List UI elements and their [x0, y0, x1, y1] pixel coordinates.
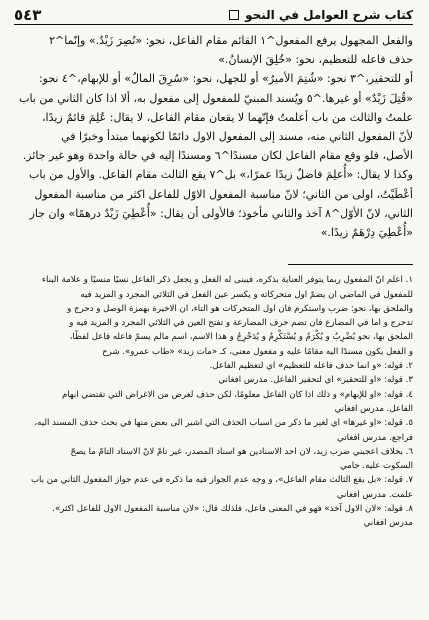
main-text-line: حذف فاعله للتعظيم، نحو: «خُلِقَ الإنسانُ.» — [218, 53, 413, 67]
main-text-line: وكذا لا يقال: «أُعلِمَ فاضلٌ زيدًا عمرًا،» بل^٧ يقع الثالث مقام الفاعل. والأول من باب — [29, 168, 413, 182]
main-text-line: الثاني، لانّ الأوّل^٨ آخذ والثاني مأخوذ؛ فالأولى أن يقال: «أُعْطِيَ زَيْدٌ درهمًا» وان جاز — [29, 206, 413, 220]
main-text-line: «أُعْطِيَ دِرْهَمٌ زيدًا.» — [320, 226, 413, 240]
main-text-line: أعْطَيْتُ، اولى من الثاني؛ لانّ مناسبة المفعول الاوّل للفاعل اكثر من مناسبة المفعول — [34, 187, 413, 201]
footnote-line: ٢. قوله: «و انما حذف فاعله للتعظيم» اي لتعظيم الفاعل. — [209, 361, 413, 372]
footnotes — [14, 273, 413, 530]
footnote-line: ٥. قوله: «او غيرها» اي لغير ما ذكر من اسباب الحذف التي اشير الى بعض منها في بحث حذف المسند اليه، — [34, 418, 413, 429]
footnote-line: تدحرج و اما في المضارع فان تضم حرف المضارعة و تفتح العين في الثلاثي المجرد و المزيد فيه و — [69, 318, 413, 329]
main-text-line: علمتُ والثالث من باب أعلمتُ فإنّهما لا يقعان مقام الفاعل، لا يقال: عُلِمَ قائمٌ زيدًا، — [41, 110, 413, 124]
footnote-line: والملحق بها، نحو: ضرب واستكرم فان اول المتحركات هو التاء، ان الاخيرة بهمزة الوصل و دحرج و — [67, 303, 413, 314]
main-text-line: «قُتِلَ زَيْدٌ» أو غيرها.^٥ ويُسند المبنيّ للمفعول إلى مفعول به، ألا اذا كان الثاني من باب — [19, 91, 413, 105]
footnote-separator — [288, 264, 413, 265]
footnote-line: و الفعل يكون مسندًا اليه مقامًا عليه و مفعول معنى، كـ «مات زيد» «طاب عمرو». شرح — [102, 346, 413, 357]
footnote-line: السكوت عليه. جامي — [339, 461, 413, 472]
main-text-line: لأنّ المفعول الثاني منه، مسند إلى المفعول الاول دائمًا لكونهما مبتدأ وخبرًا في — [61, 130, 413, 144]
footnote-line: مدرس افغاني — [363, 518, 413, 529]
footnote-line: للمفعول في الماضي ان يضمّ اول متحركاته و يكسر عين الفعل في الثلاثي المجرد و المزيد فيه — [80, 289, 413, 300]
main-text-line: أو للتحقير،^٣ نحو: «شُتِمَ الأميرُ» أو للجهل، نحو: «سُرِقَ المالُ» أو للإبهام،^٤ نحو: — [38, 72, 413, 86]
running-title — [229, 8, 413, 22]
main-text-line: والفعل المجهول يرفع المفعول^١ القائم مقام الفاعل، نحو: «نُصِرَ زَيْدٌ.» وإنّما^٢ — [49, 34, 413, 47]
footnote-line: ٤. قوله: «او للإبهام» و ذلك اذا كان الفاعل معلومًا، لكن حذف لغرض من الاغراض التي تقتضي ابهام — [61, 389, 413, 400]
main-text — [14, 31, 413, 242]
page-header — [14, 6, 413, 25]
main-text-line: الأصل، فلو وقع مقام الفاعل لكان مسندًا^٦ ومسندًا إليه في حالة واحدة وهو غير جائز. — [22, 149, 413, 163]
square-ornament-icon — [229, 10, 239, 20]
book-title: كتاب شرح العوامل في النحو — [245, 8, 413, 22]
footnote-line: ٧. قوله: «بل يقع الثالث مقام الفاعل»، و وجه عدم الجواز فيه ما ذكره في عدم جواز المفعول الثاني من باب — [30, 475, 413, 486]
page-number: ٥٤٣ — [14, 6, 42, 24]
footnote-line: علمت. مدرس افغاني — [336, 489, 413, 500]
footnote-line: الملحق بها، نحو يُضْرِبُ و يُكْرَمُ و يُسْتَكْرِمُ و يُدَحْرِجُ و هذا الاسم، اسم مالم يسمّ فاعله فاعل لفظًا، — [69, 332, 413, 343]
footnote-line: ١. اعلم انّ المفعول ربما يتوفر العناية بذكره، فيبنى له الفعل و يجعل ذكر الفاعل نسيًا منسيًا و علامة البناء — [41, 275, 413, 286]
footnote-line: ٨. قوله: «لان الاول آخذ» فهو في المعنى فاعل، فلذلك قال: «لان مناسبة المفعول الاول للفاعل اكثر». — [52, 503, 413, 514]
footnote-line: ٦. بخلاف اعجبني ضرب زيد، لان احد الاسنادين هو اسناد المصدر، غير تامّ لانّ الاسناد التامّ ما يصحّ — [70, 446, 413, 457]
footnote-line: فراجع. مدرس افغاني — [337, 432, 413, 443]
footnote-line: الفاعل. مدرس افغاني — [334, 403, 413, 414]
footnote-line: ٣. قوله: «او للتحقير» اي لتحقير الفاعل. مدرس افغاني — [218, 375, 413, 386]
